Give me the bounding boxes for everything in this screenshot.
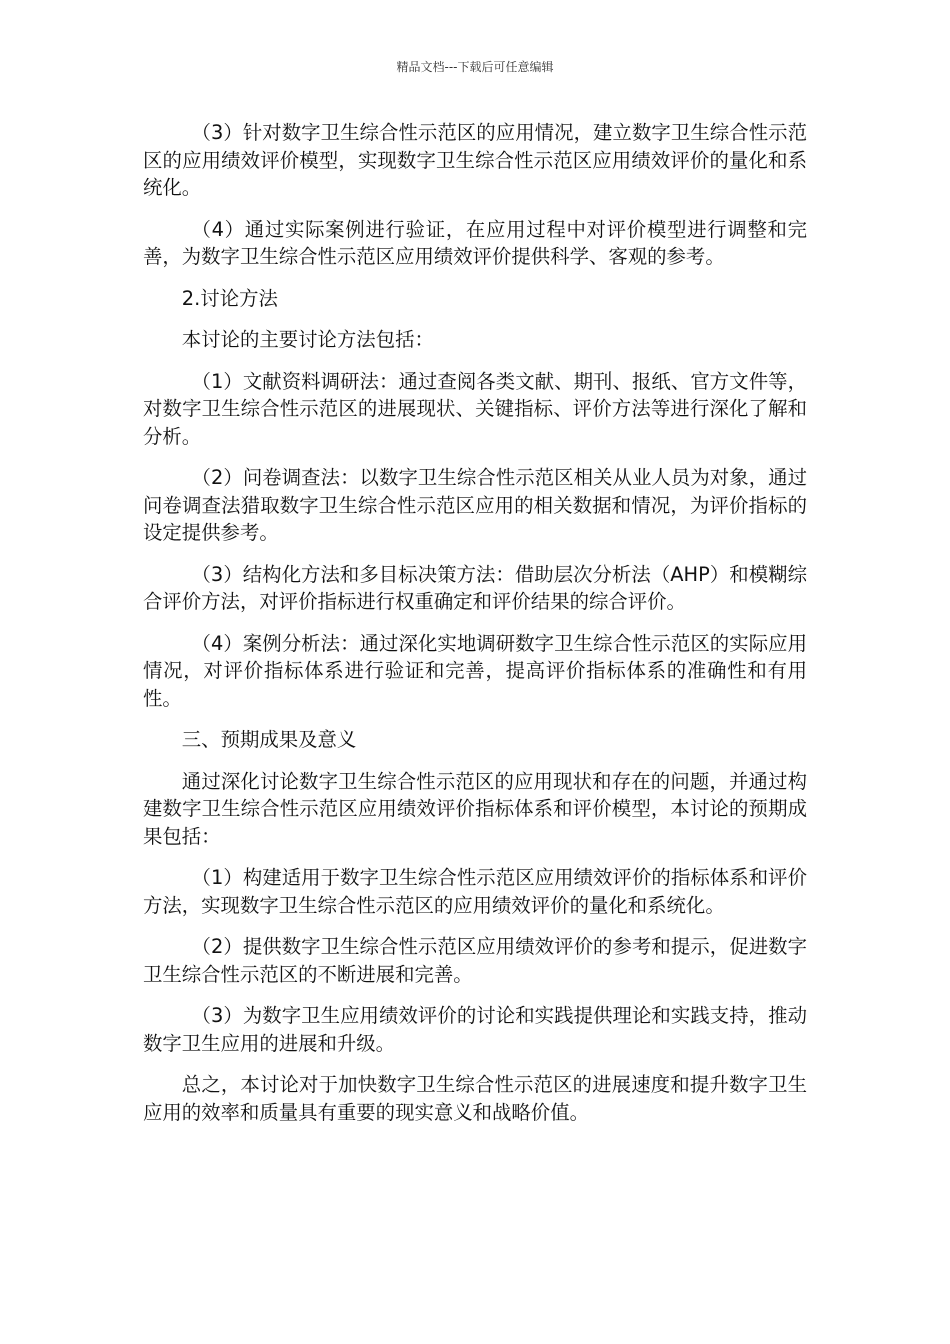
- page-header: 精品文档---下载后可任意编辑: [396, 60, 554, 74]
- objective-4: （4）通过实际案例进行验证，在应用过程中对评价模型进行调整和完善，为数字卫生综合性示范区应用绩效评价提供科学、客观的参考。: [143, 217, 807, 268]
- document-body: [143, 119, 807, 1140]
- outcome-1: （1）构建适用于数字卫生综合性示范区应用绩效评价的指标体系和评价方法，实现数字卫生综合性示范区的应用绩效评价的量化和系统化。: [143, 866, 807, 917]
- conclusion: 总之，本讨论对于加快数字卫生综合性示范区的进展速度和提升数字卫生应用的效率和质量具有重要的现实意义和战略价值。: [143, 1073, 807, 1124]
- section-heading-methods: 2.讨论方法: [181, 286, 278, 310]
- objective-3: （3）针对数字卫生综合性示范区的应用情况，建立数字卫生综合性示范区的应用绩效评价模型，实现数字卫生综合性示范区应用绩效评价的量化和系统化。: [143, 121, 807, 199]
- method-2: （2）问卷调查法：以数字卫生综合性示范区相关从业人员为对象，通过问卷调查法猎取数字卫生综合性示范区应用的相关数据和情况，为评价指标的设定提供参考。: [143, 466, 807, 544]
- outcomes-intro: 通过深化讨论数字卫生综合性示范区的应用现状和存在的问题，并通过构建数字卫生综合性示范区应用绩效评价指标体系和评价模型，本讨论的预期成果包括：: [143, 769, 807, 848]
- method-1: （1）文献资料调研法：通过查阅各类文献、期刊、报纸、官方文件等，对数字卫生综合性示范区的进展现状、关键指标、评价方法等进行深化了解和分析。: [143, 369, 807, 448]
- method-3: （3）结构化方法和多目标决策方法：借助层次分析法（AHP）和模糊综合评价方法，对评价指标进行权重确定和评价结果的综合评价。: [143, 562, 807, 613]
- section-heading-outcomes: 三、预期成果及意义: [181, 728, 357, 751]
- outcome-3: （3）为数字卫生应用绩效评价的讨论和实践提供理论和实践支持，推动数字卫生应用的进展和升级。: [143, 1004, 807, 1055]
- method-4: （4）案例分析法：通过深化实地调研数字卫生综合性示范区的实际应用情况，对评价指标体系进行验证和完善，提高评价指标体系的准确性和有用性。: [143, 631, 807, 710]
- methods-intro: 本讨论的主要讨论方法包括：: [181, 328, 434, 351]
- outcome-2: （2）提供数字卫生综合性示范区应用绩效评价的参考和提示，促进数字卫生综合性示范区的不断进展和完善。: [143, 935, 807, 986]
